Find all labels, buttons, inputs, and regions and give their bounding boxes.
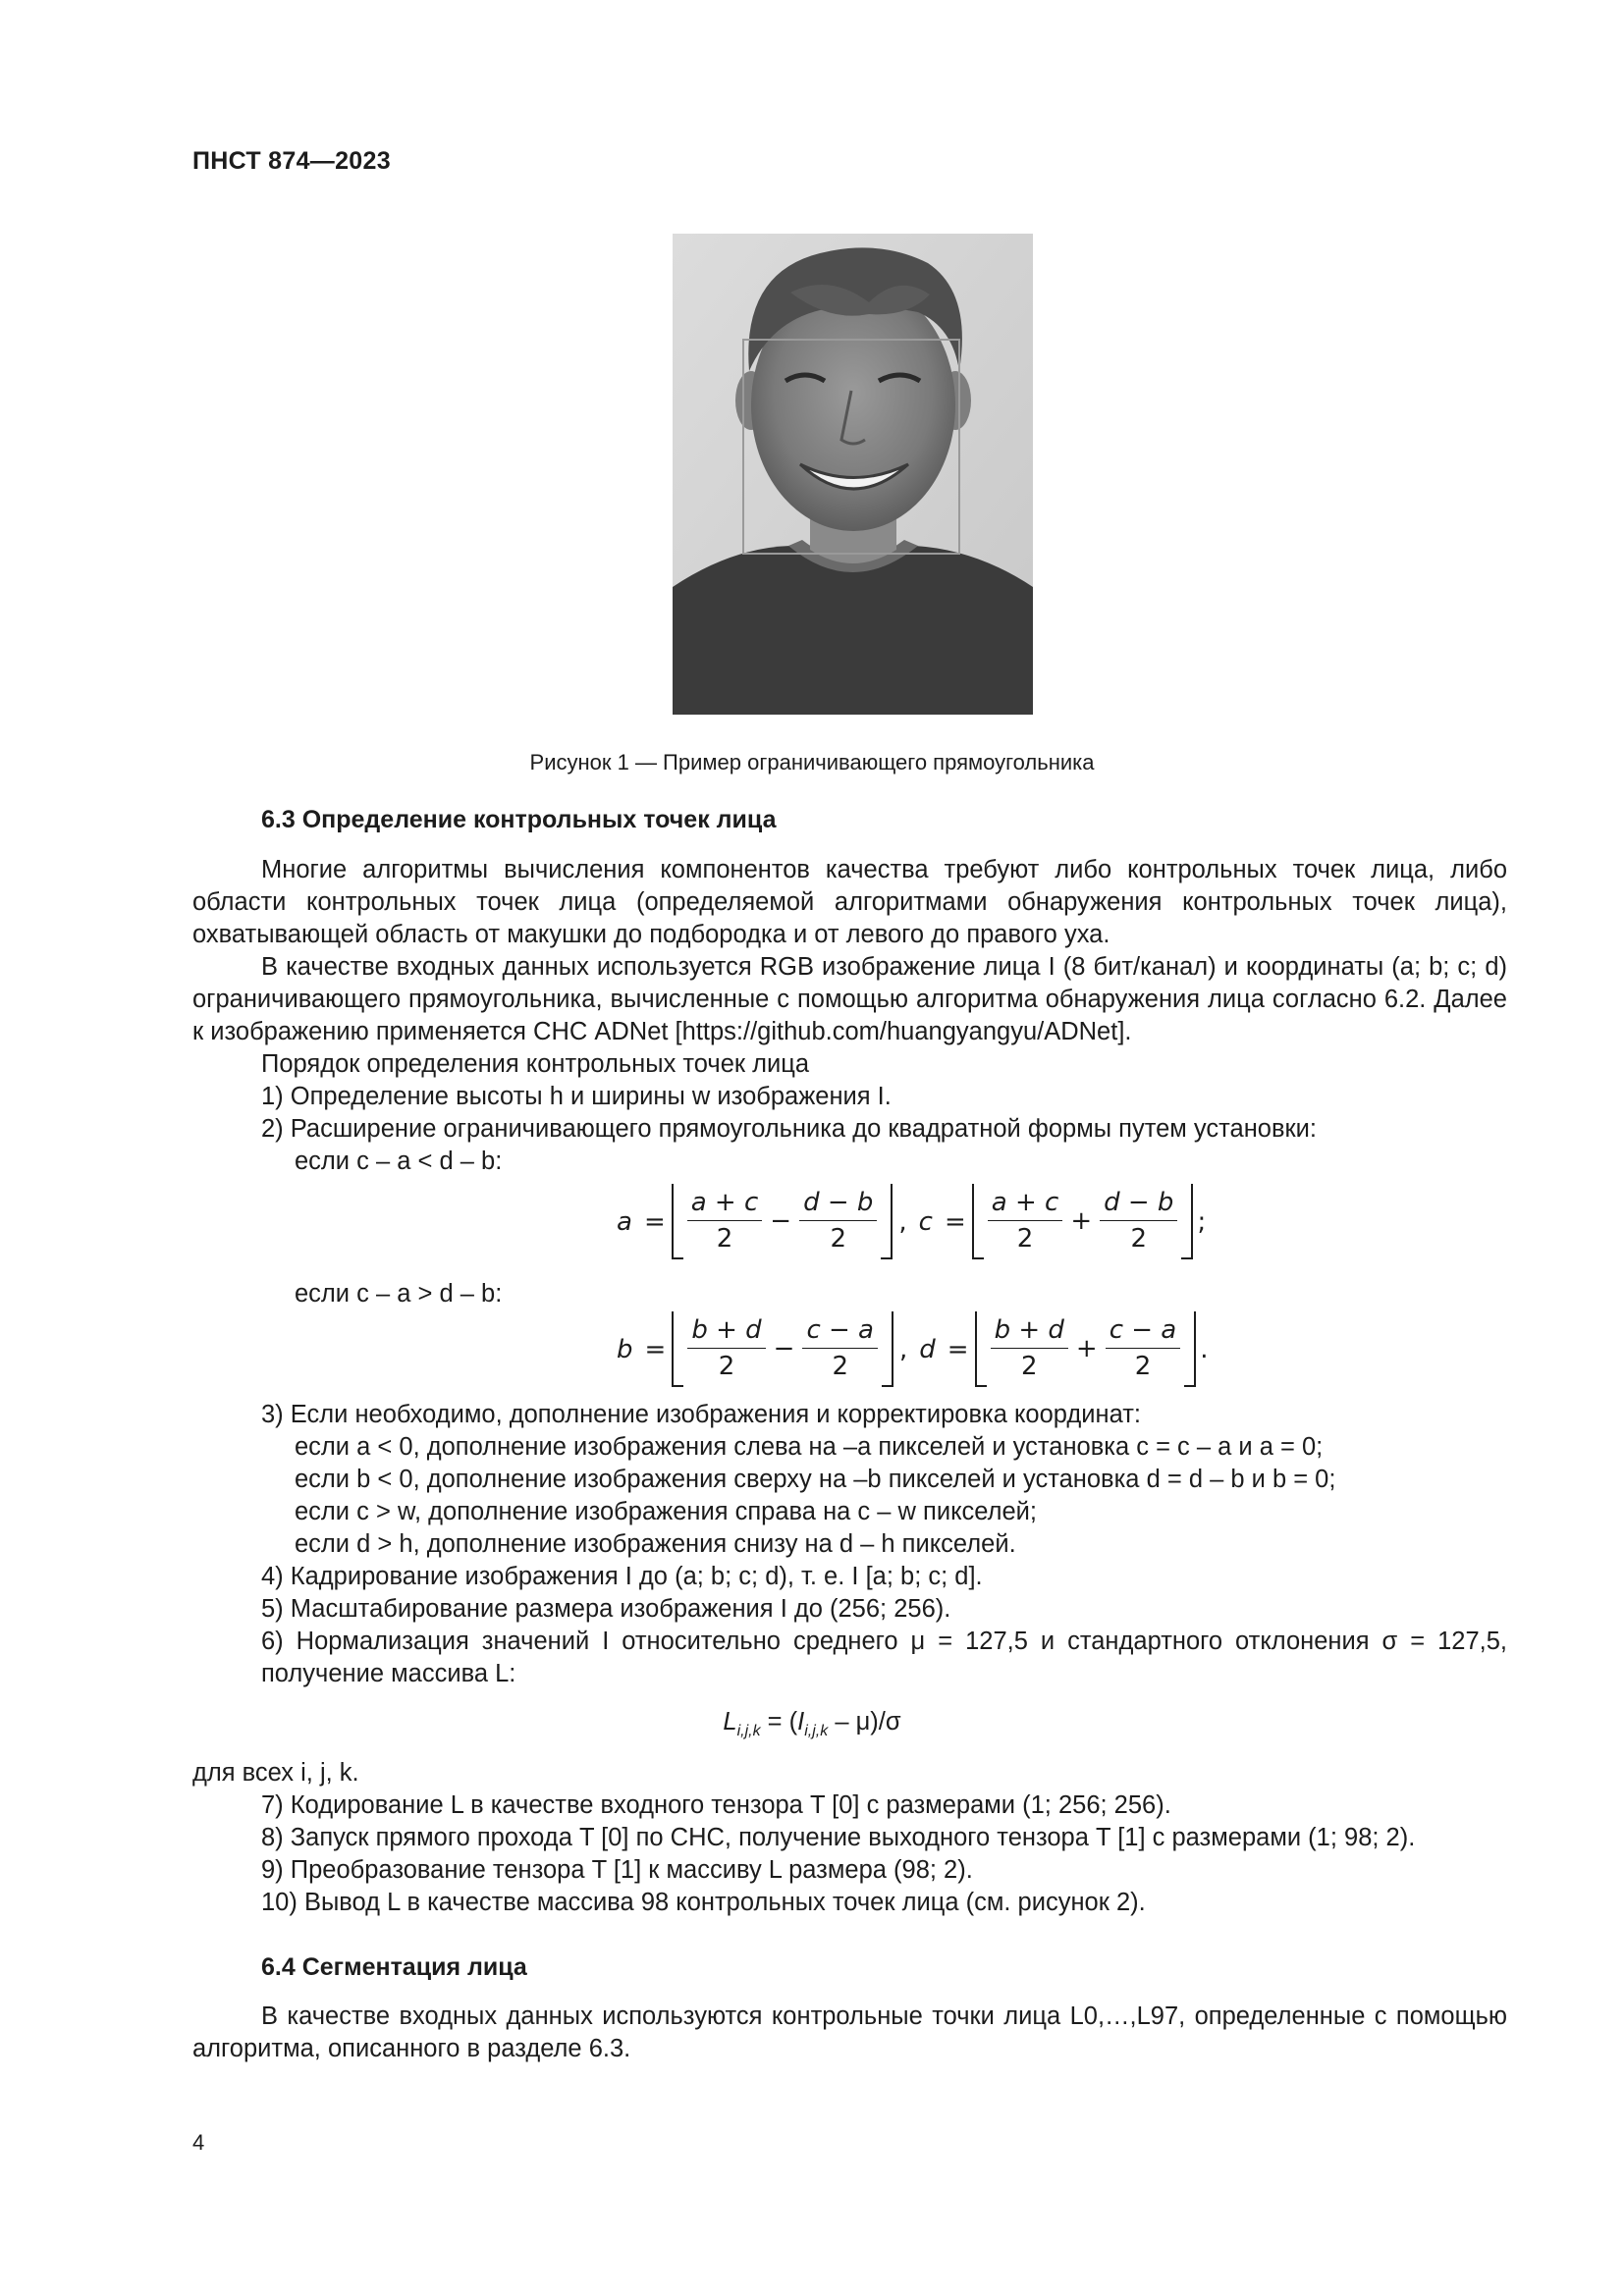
- list-item: 6) Нормализация значений I относительно среднего μ = 127,5 и стандартного отклонения σ = 127,5, получение массива L:: [261, 1628, 1507, 1687]
- steps-7-to-10: [192, 1757, 1507, 1919]
- list-item: 7) Кодирование L в качестве входного тензора T [0] с размерами (1; 256; 256).: [261, 1791, 1171, 1819]
- steps-3-to-6: [192, 1399, 1507, 1690]
- figure-caption: Рисунок 1 — Пример ограничивающего прямоугольника: [529, 750, 1095, 774]
- formula-square-bd: b = $\frac{b + d}{2}$ − $\frac{c - a}{2}$ , d = $\frac{b + d}{2}$ + $\frac{c - a}{2}$ .: [611, 1311, 1209, 1387]
- condition: если c – a < d – b:: [295, 1148, 503, 1175]
- list-item: 4) Кадрирование изображения I до (a; b; c; d), т. е. I [a; b; c; d].: [261, 1563, 983, 1590]
- list-item: 2) Расширение ограничивающего прямоугольника до квадратной формы путем установки:: [261, 1115, 1318, 1143]
- condition-block: [192, 1278, 1507, 1310]
- list-subitem: если b < 0, дополнение изображения сверху на –b пикселей и установка d = d – b и b = 0;: [295, 1466, 1336, 1493]
- list-item: 10) Вывод L в качестве массива 98 контрольных точек лица (см. рисунок 2).: [261, 1889, 1146, 1916]
- condition: если c – a > d – b:: [295, 1280, 503, 1308]
- paragraph: для всех i, j, k.: [192, 1759, 359, 1787]
- list-subitem: если d > h, дополнение изображения снизу на d – h пикселей.: [295, 1530, 1016, 1558]
- formula-square-ac: a = $\frac{a + c}{2}$ − $\frac{d - b}{2}$ , c = $\frac{a + c}{2}$ + $\frac{d - b}{2}$ ;: [611, 1184, 1206, 1259]
- document-id: ПНСТ 874—2023: [192, 147, 391, 175]
- paragraph: В качестве входных данных используется RGB изображение лица I (8 бит/канал) и координаты (a; b; c; d) ограничивающего прямоугольника, вычисленные с помощью алгоритма обнаружения лица согласно 6.2. Далее к изображению применяется СНС ADNet [https://github.com/huangyangyu/ADNet].: [192, 953, 1507, 1045]
- paragraph: Многие алгоритмы вычисления компонентов качества требуют либо контрольных точек лица, либо области контрольных точек лица (определяемой алгоритмами обнаружения контрольных точек лица), охватывающей область от макушки до подбородка и от левого до правого уха.: [192, 856, 1507, 948]
- section-6-4-body: [192, 2001, 1507, 2065]
- section-6-3-body: [192, 854, 1507, 1178]
- section-heading-6-3: 6.3 Определение контрольных точек лица: [261, 806, 777, 833]
- list-subitem: если a < 0, дополнение изображения слева на –a пикселей и установка c = c – a и a = 0;: [295, 1433, 1324, 1461]
- list-item: 8) Запуск прямого прохода T [0] по СНС, получение выходного тензора T [1] с размерами (1; 98; 2).: [261, 1824, 1416, 1851]
- page-number: 4: [192, 2130, 205, 2155]
- list-item: 9) Преобразование тензора T [1] к массиву L размера (98; 2).: [261, 1856, 973, 1884]
- paragraph: Порядок определения контрольных точек лица: [261, 1050, 810, 1078]
- list-item: 1) Определение высоты h и ширины w изображения I.: [261, 1083, 892, 1110]
- list-item: 3) Если необходимо, дополнение изображения и корректировка координат:: [261, 1401, 1141, 1428]
- formula-normalization: $L_{i,j,k} = (I_{i,j,k} - \mu)/\sigma$: [723, 1708, 901, 1740]
- section-heading-6-4: 6.4 Сегментация лица: [261, 1953, 527, 1981]
- paragraph: В качестве входных данных используются контрольные точки лица L0,…,L97, определенные с помощью алгоритма, описанного в разделе 6.3.: [192, 2002, 1507, 2062]
- face-photo: [673, 234, 1033, 715]
- list-subitem: если c > w, дополнение изображения справа на c – w пикселей;: [295, 1498, 1037, 1525]
- list-item: 5) Масштабирование размера изображения I до (256; 256).: [261, 1595, 951, 1623]
